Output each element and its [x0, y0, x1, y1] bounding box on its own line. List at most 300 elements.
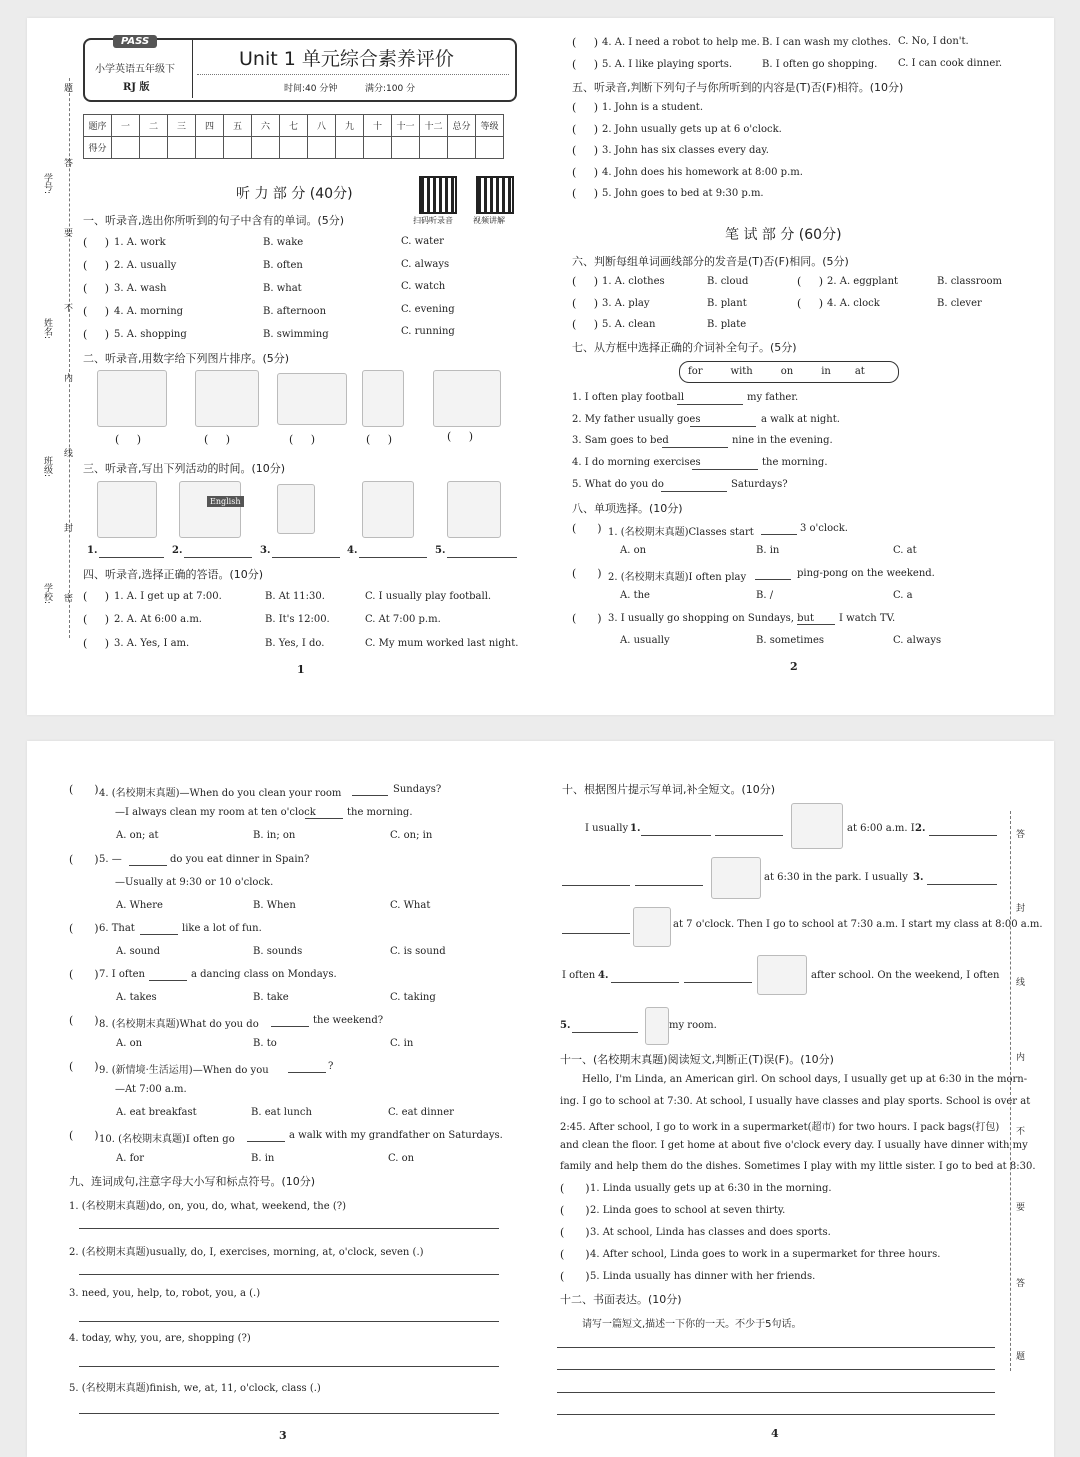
option-a: 2. A. eggplant — [827, 276, 899, 287]
reorder-item: 1. (名校期末真题)do, on, you, do, what, weekend, the (?) — [69, 1201, 346, 1212]
section-1-title: 一、听录音,选出你所听到的句子中含有的单词。(5分) — [83, 214, 345, 227]
mc-question: 4. (名校期末真题)—When do you clean your room — [99, 788, 342, 799]
answer-paren: ( ) — [572, 318, 599, 331]
writing-line[interactable] — [557, 1414, 995, 1415]
mc-question-end: a dancing class on Mondays. — [191, 969, 337, 980]
option-b: B. swimming — [263, 329, 329, 340]
option-b: B. When — [253, 900, 296, 911]
blank-num: 1. — [87, 545, 98, 556]
option-a: 5. A. clean — [602, 319, 656, 330]
mc-subline: —Usually at 9:30 or 10 o'clock. — [115, 877, 274, 888]
option-a: 4. A. morning — [114, 306, 184, 317]
answer-paren: ( ) — [83, 590, 110, 603]
answer-paren: ( ) — [560, 1248, 590, 1261]
answer-blank[interactable] — [288, 1072, 326, 1073]
answer-paren: ( ) — [560, 1182, 590, 1195]
option-b: B. It's 12:00. — [265, 614, 330, 625]
answer-paren: ( ) — [572, 58, 599, 71]
cloze-text: I usually — [585, 823, 629, 834]
page-number: 4 — [771, 1427, 779, 1440]
fill-sentence-end: a walk at night. — [761, 414, 840, 425]
fill-sentence: 2. My father usually goes — [572, 414, 701, 425]
side-mark: 题 — [1014, 1351, 1024, 1360]
writing-line[interactable] — [557, 1392, 995, 1393]
section-12-title: 十二、书面表达。(10分) — [560, 1293, 682, 1306]
option-a: 5. A. shopping — [114, 329, 187, 340]
side-mark: 不 — [1014, 1126, 1024, 1135]
option-c: C. At 7:00 p.m. — [365, 614, 441, 625]
word-box-item: at — [854, 366, 865, 377]
option-b: B. I can wash my clothes. — [762, 37, 892, 48]
option-a: A. on; at — [116, 830, 159, 841]
picture-dinner — [447, 481, 501, 538]
passage-line: 2:45. After school, I go to work in a supermarket(超市) for two hours. I pack bags(打包) — [560, 1122, 1000, 1133]
answer-paren: ( ) — [572, 101, 599, 114]
mc-question-end: like a lot of fun. — [182, 923, 262, 934]
cloze-text: at 6:00 a.m. I — [847, 823, 915, 834]
answer-blank[interactable] — [761, 534, 797, 535]
option-a: A. eat breakfast — [116, 1107, 197, 1118]
order-paren[interactable]: ( ) — [115, 433, 142, 446]
answer-paren: ( ) — [560, 1226, 590, 1239]
cloze-num: 5. — [560, 1020, 571, 1031]
answer-blank[interactable] — [684, 982, 752, 983]
option-a: A. for — [116, 1153, 145, 1164]
answer-blank[interactable] — [359, 557, 427, 558]
tf-statement: 2. Linda goes to school at seven thirty. — [590, 1205, 786, 1216]
option-a: 4. A. clock — [827, 298, 880, 309]
section-7-title: 七、从方框中选择正确的介词补全句子。(5分) — [572, 341, 797, 354]
answer-blank[interactable] — [562, 933, 630, 934]
fill-sentence-end: nine in the evening. — [732, 435, 833, 446]
cloze-text: I often — [562, 970, 596, 981]
qr-code-audio[interactable] — [419, 176, 457, 214]
section-8-title: 八、单项选择。(10分) — [572, 502, 683, 515]
bottom-sheet — [27, 741, 1054, 1457]
answer-line[interactable] — [79, 1321, 499, 1322]
tf-statement: 3. At school, Linda has classes and does sports. — [590, 1227, 831, 1238]
cloze-text: my room. — [669, 1020, 717, 1031]
tf-statement: 5. Linda usually has dinner with her friends. — [590, 1271, 816, 1282]
cloze-num: 2. — [915, 823, 926, 834]
page-number: 3 — [279, 1429, 287, 1442]
side-mark: 要 — [1014, 1202, 1024, 1211]
score-header: 总分 — [448, 115, 476, 137]
mc-question-end: I watch TV. — [839, 613, 896, 624]
option-a: A. the — [620, 590, 650, 601]
section-4-title: 四、听录音,选择正确的答语。(10分) — [83, 568, 264, 581]
listening-title: 听 力 部 分 (40分) — [236, 186, 353, 202]
option-b: B. sounds — [253, 946, 303, 957]
option-b: B. / — [756, 590, 774, 601]
option-c: C. I can cook dinner. — [898, 58, 1003, 69]
answer-line[interactable] — [79, 1274, 499, 1275]
score-table — [83, 114, 504, 159]
option-a: 1. A. I get up at 7:00. — [114, 591, 222, 602]
picture-getting-up — [791, 803, 843, 849]
answer-paren: ( ) — [572, 187, 599, 200]
option-b: B. in; on — [253, 830, 296, 841]
order-paren[interactable]: ( ) — [366, 433, 393, 446]
answer-blank[interactable] — [352, 795, 388, 796]
answer-blank[interactable] — [140, 934, 178, 935]
option-b: B. plate — [707, 319, 747, 330]
picture-cleaning-room — [645, 1007, 669, 1045]
answer-paren: ( ) — [69, 853, 99, 866]
answer-blank[interactable] — [129, 865, 167, 866]
order-paren[interactable]: ( ) — [204, 433, 231, 446]
order-paren[interactable]: ( ) — [447, 430, 474, 443]
answer-blank[interactable] — [149, 980, 187, 981]
answer-blank[interactable] — [562, 885, 630, 886]
passage-line: and clean the floor. I get home at about five o'clock every day. I usually have dinner with my — [560, 1140, 1028, 1151]
answer-paren: ( ) — [572, 166, 599, 179]
answer-paren: ( ) — [560, 1270, 590, 1283]
option-c: C. water — [401, 236, 444, 247]
option-b: B. often — [263, 260, 303, 271]
answer-paren: ( ) — [560, 1204, 590, 1217]
section-9-title: 九、连词成句,注意字母大小写和标点符号。(10分) — [69, 1175, 316, 1188]
option-b: B. take — [253, 992, 289, 1003]
tf-statement: 5. John goes to bed at 9:30 p.m. — [602, 188, 764, 199]
word-box-item: on — [780, 366, 794, 377]
answer-blank[interactable] — [635, 885, 703, 886]
answer-paren: ( ) — [69, 968, 99, 981]
score-header: 三 — [168, 115, 196, 137]
answer-blank[interactable] — [99, 557, 164, 558]
option-c: C. in — [390, 1038, 414, 1049]
option-b: B. I often go shopping. — [762, 59, 878, 70]
side-label-id: 学号: — [42, 173, 52, 195]
picture-breakfast — [633, 907, 671, 947]
answer-line[interactable] — [79, 1366, 499, 1367]
fill-sentence: 1. I often play football — [572, 392, 685, 403]
option-c: C. What — [390, 900, 431, 911]
reorder-item: 3. need, you, help, to, robot, you, a (.) — [69, 1288, 261, 1299]
answer-paren: ( ) — [83, 328, 110, 341]
fill-sentence-end: the morning. — [762, 457, 828, 468]
picture-sleep — [362, 481, 414, 538]
mc-question: 6. That — [99, 923, 135, 934]
score-cell[interactable] — [168, 137, 196, 159]
option-a: 2. A. usually — [114, 260, 177, 271]
score-cell[interactable] — [252, 137, 280, 159]
tf-statement: 4. After school, Linda goes to work in a supermarket for three hours. — [590, 1249, 941, 1260]
order-paren[interactable]: ( ) — [289, 433, 316, 446]
blank-num: 2. — [172, 545, 183, 556]
writing-prompt: 请写一篇短文,描述一下你的一天。不少于5句话。 — [582, 1319, 802, 1330]
option-c: C. eat dinner — [388, 1107, 454, 1118]
score-header: 八 — [308, 115, 336, 137]
answer-paren: ( ) — [83, 613, 110, 626]
side-mark: 密 — [62, 593, 72, 602]
mc-subline: —I always clean my room at ten o'clock — [115, 807, 316, 818]
option-a: 5. A. I like playing sports. — [602, 59, 733, 70]
answer-blank[interactable] — [755, 579, 791, 580]
answer-blank[interactable] — [611, 982, 679, 983]
mc-question: 1. (名校期末真题)Classes start — [608, 527, 754, 538]
answer-paren: ( ) — [572, 522, 602, 535]
score-header: 十 — [364, 115, 392, 137]
cloze-num: 3. — [913, 872, 924, 883]
option-b: B. in — [251, 1153, 275, 1164]
answer-blank[interactable] — [929, 835, 997, 836]
option-c: C. is sound — [390, 946, 446, 957]
cloze-num: 4. — [598, 970, 609, 981]
answer-blank[interactable] — [677, 404, 743, 405]
option-c: C. at — [893, 545, 917, 556]
blank-num: 3. — [260, 545, 271, 556]
option-b: B. what — [263, 283, 302, 294]
time-info: 时间:40 分钟 — [284, 84, 338, 94]
passage-line: ing. I go to school at 7:30. At school, I usually have classes and play sports. School is over at — [560, 1096, 1031, 1107]
option-c: C. always — [893, 635, 942, 646]
option-b: B. eat lunch — [251, 1107, 312, 1118]
side-label-school: 学校: — [42, 583, 52, 605]
blank-num: 5. — [435, 545, 446, 556]
picture-cleaning — [362, 370, 404, 427]
answer-paren: ( ) — [572, 567, 602, 580]
side-mark: 不 — [62, 303, 72, 312]
mc-question-end: ping-pong on the weekend. — [797, 568, 935, 579]
header-dots — [197, 74, 509, 75]
option-b: B. At 11:30. — [265, 591, 325, 602]
answer-blank[interactable] — [927, 884, 997, 885]
answer-paren: ( ) — [83, 282, 110, 295]
score-cell[interactable] — [224, 137, 252, 159]
side-mark: 线 — [1014, 977, 1024, 986]
answer-blank[interactable] — [305, 818, 343, 819]
qr-label-video: 视频讲解 — [473, 216, 505, 225]
passage-line: Hello, I'm Linda, an American girl. On school days, I usually get up at 6:30 in the morn- — [582, 1074, 1028, 1085]
answer-paren: ( ) — [572, 36, 599, 49]
option-b: B. Yes, I do. — [265, 638, 325, 649]
side-mark: 要 — [62, 228, 72, 237]
option-a: 4. A. I need a robot to help me. — [602, 37, 760, 48]
answer-blank[interactable] — [662, 447, 728, 448]
word-box-item: with — [730, 366, 753, 377]
answer-blank[interactable] — [271, 1026, 309, 1027]
option-b: B. plant — [707, 298, 747, 309]
blank-num: 4. — [347, 545, 358, 556]
picture-bed — [277, 484, 315, 534]
option-b: B. to — [253, 1038, 277, 1049]
section-2-title: 二、听录音,用数字给下列图片排序。(5分) — [83, 352, 290, 365]
option-b: B. in — [756, 545, 780, 556]
option-c: C. evening — [401, 304, 455, 315]
mc-question: 10. (名校期末真题)I often go — [99, 1134, 235, 1145]
answer-line[interactable] — [79, 1413, 499, 1414]
score-row-label: 得分 — [84, 137, 112, 159]
score-cell[interactable] — [196, 137, 224, 159]
section-10-title: 十、根据图片提示写单词,补全短文。(10分) — [562, 783, 776, 796]
option-a: A. usually — [620, 635, 670, 646]
mc-question: 3. I usually go shopping on Sundays, but — [608, 613, 814, 624]
score-header: 十一 — [392, 115, 420, 137]
side-mark: 封 — [1014, 903, 1024, 912]
score-cell[interactable] — [112, 137, 140, 159]
answer-paren: ( ) — [572, 144, 599, 157]
answer-blank[interactable] — [447, 557, 517, 558]
mc-subline-end: the morning. — [347, 807, 413, 818]
option-c: C. running — [401, 326, 455, 337]
answer-blank[interactable] — [715, 835, 783, 836]
side-label-name: 姓名: — [42, 318, 52, 340]
mc-question: 9. (新情境·生活运用)—When do you — [99, 1065, 269, 1076]
score-header: 等级 — [476, 115, 504, 137]
score-cell[interactable] — [392, 137, 420, 159]
answer-paren: ( ) — [83, 259, 110, 272]
option-b: B. cloud — [707, 276, 749, 287]
page-title: Unit 1 单元综合素养评价 — [239, 48, 454, 70]
mc-question: 8. (名校期末真题)What do you do — [99, 1019, 259, 1030]
mc-question: 2. (名校期末真题)I often play — [608, 572, 747, 583]
answer-blank[interactable] — [690, 426, 756, 427]
score-cell[interactable] — [280, 137, 308, 159]
score-header: 六 — [252, 115, 280, 137]
side-mark: 内 — [62, 373, 72, 382]
side-mark: 封 — [62, 523, 72, 532]
side-mark: 答 — [62, 158, 72, 167]
answer-paren: ( ) — [572, 297, 599, 310]
writing-title: 笔 试 部 分 (60分) — [725, 227, 842, 243]
page-number: 2 — [790, 660, 798, 673]
option-c: C. on; in — [390, 830, 433, 841]
word-box-item: in — [821, 366, 831, 377]
score-header: 一 — [112, 115, 140, 137]
fill-sentence: 5. What do you do — [572, 479, 664, 490]
page-number: 1 — [297, 663, 305, 676]
option-a: 2. A. At 6:00 a.m. — [114, 614, 202, 625]
answer-blank[interactable] — [572, 1032, 638, 1033]
score-cell[interactable] — [140, 137, 168, 159]
reorder-item: 4. today, why, you, are, shopping (?) — [69, 1333, 251, 1344]
cloze-text: at 6:30 in the park. I usually — [764, 872, 908, 883]
writing-line[interactable] — [557, 1347, 995, 1348]
option-c: C. watch — [401, 281, 446, 292]
answer-paren: ( ) — [69, 922, 99, 935]
answer-blank[interactable] — [272, 557, 340, 558]
mc-subline: —At 7:00 a.m. — [115, 1084, 187, 1095]
score-cell[interactable] — [476, 137, 504, 159]
tf-statement: 3. John has six classes every day. — [602, 145, 769, 156]
top-sheet — [27, 18, 1054, 715]
section-3-title: 三、听录音,写出下列活动的时间。(10分) — [83, 462, 286, 475]
score-cell[interactable] — [336, 137, 364, 159]
tf-statement: 1. John is a student. — [602, 102, 704, 113]
answer-paren: ( ) — [69, 1129, 99, 1142]
score-cell[interactable] — [308, 137, 336, 159]
picture-dancing — [97, 370, 167, 427]
writing-line[interactable] — [557, 1369, 995, 1370]
book-subtitle: 小学英语五年级下 — [95, 64, 175, 75]
side-mark: 答 — [1014, 1278, 1024, 1287]
mc-question: 7. I often — [99, 969, 145, 980]
answer-paren: ( ) — [572, 123, 599, 136]
picture-shopping — [277, 373, 347, 425]
answer-paren: ( ) — [69, 783, 99, 796]
side-mark: 线 — [62, 448, 72, 457]
answer-blank[interactable] — [641, 835, 711, 836]
answer-blank[interactable] — [184, 557, 252, 558]
answer-paren: ( ) — [69, 1060, 99, 1073]
cloze-text: at 7 o'clock. Then I go to school at 7:30 a.m. I start my class at 8:00 a.m. — [673, 919, 1043, 930]
score-cell[interactable] — [420, 137, 448, 159]
score-cell[interactable] — [364, 137, 392, 159]
answer-paren: ( ) — [572, 612, 602, 625]
mc-question-end: a walk with my grandfather on Saturdays. — [289, 1130, 503, 1141]
side-label-class: 班级: — [42, 456, 52, 478]
fill-sentence-end: my father. — [747, 392, 799, 403]
option-a: 3. A. Yes, I am. — [114, 638, 190, 649]
answer-blank[interactable] — [661, 491, 727, 492]
answer-blank[interactable] — [247, 1141, 285, 1142]
side-mark: 答 — [1014, 829, 1024, 838]
tf-statement: 2. John usually gets up at 6 o'clock. — [602, 124, 782, 135]
option-a: A. on — [116, 1038, 143, 1049]
picture-english-class — [179, 481, 241, 538]
side-mark: 题 — [62, 83, 72, 92]
answer-blank[interactable] — [797, 624, 835, 625]
mc-question-end: Sundays? — [393, 784, 442, 795]
section-11-title: 十一、(名校期末真题)阅读短文,判断正(T)误(F)。(10分) — [560, 1053, 834, 1066]
answer-paren: ( ) — [69, 1014, 99, 1027]
option-a: A. sound — [116, 946, 161, 957]
option-a: 1. A. clothes — [602, 276, 665, 287]
answer-paren: ( ) — [797, 275, 824, 288]
option-b: B. sometimes — [756, 635, 825, 646]
picture-washing — [195, 370, 259, 427]
answer-line[interactable] — [79, 1228, 499, 1229]
section-6-title: 六、判断每组单词画线部分的发音是(T)否(F)相同。(5分) — [572, 255, 849, 268]
mc-question: 5. — — [99, 854, 122, 865]
qr-code-video[interactable] — [476, 176, 514, 214]
score-header: 四 — [196, 115, 224, 137]
option-b: B. wake — [263, 237, 304, 248]
fill-sentence: 4. I do morning exercises — [572, 457, 701, 468]
score-header: 五 — [224, 115, 252, 137]
option-c: C. a — [893, 590, 913, 601]
mc-question-end: do you eat dinner in Spain? — [170, 854, 310, 865]
score-header: 题序 — [84, 115, 112, 137]
option-c: C. My mum worked last night. — [365, 638, 519, 649]
header-divider — [192, 40, 193, 98]
score-cell[interactable] — [448, 137, 476, 159]
word-box-item: for — [688, 366, 703, 377]
option-c: C. I usually play football. — [365, 591, 492, 602]
qr-label-audio: 扫码听录音 — [413, 216, 453, 225]
score-info: 满分:100 分 — [365, 84, 416, 94]
answer-blank[interactable] — [692, 469, 758, 470]
tf-statement: 4. John does his homework at 8:00 p.m. — [602, 167, 803, 178]
brand-logo: PASS — [113, 35, 157, 48]
option-a: A. on — [620, 545, 647, 556]
fill-sentence: 3. Sam goes to bed — [572, 435, 669, 446]
picture-playing — [97, 481, 157, 538]
side-mark: 内 — [1014, 1052, 1024, 1061]
picture-exercise — [711, 857, 761, 899]
option-a: 3. A. wash — [114, 283, 167, 294]
score-header: 七 — [280, 115, 308, 137]
mc-question-end: 3 o'clock. — [800, 523, 848, 534]
answer-paren: ( ) — [83, 236, 110, 249]
picture-walking — [433, 370, 501, 427]
option-a: 3. A. play — [602, 298, 650, 309]
option-a: A. Where — [116, 900, 163, 911]
option-a: A. takes — [116, 992, 157, 1003]
answer-paren: ( ) — [572, 275, 599, 288]
score-header: 九 — [336, 115, 364, 137]
